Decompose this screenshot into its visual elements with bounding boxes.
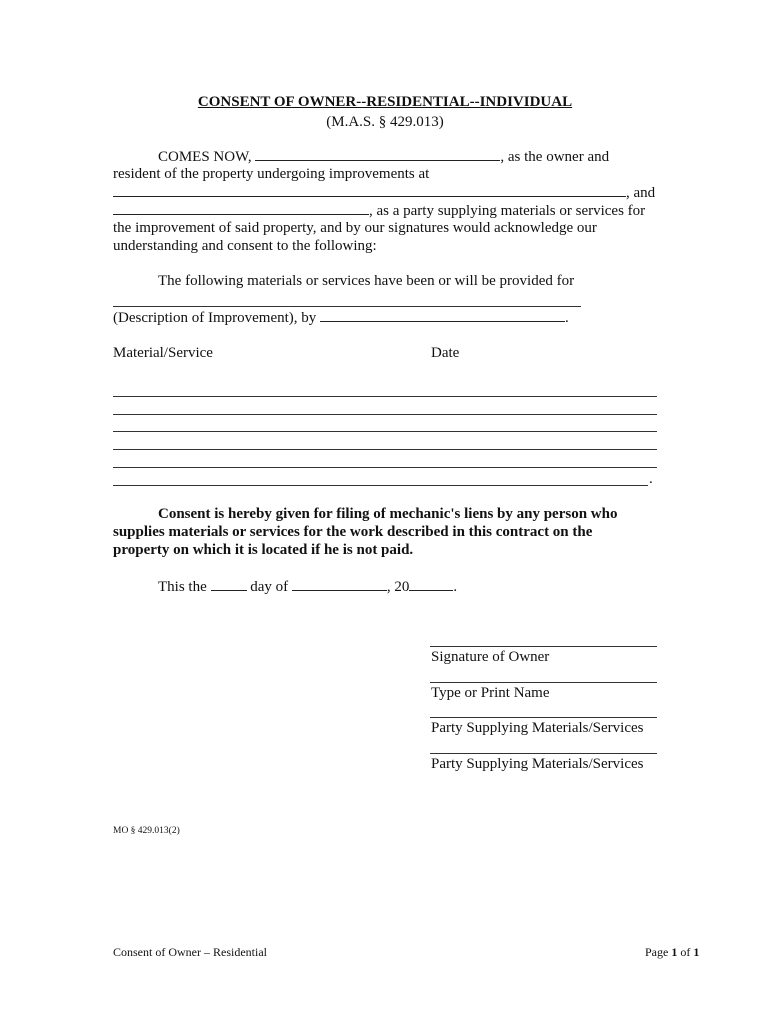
material-line-4[interactable] — [113, 449, 657, 450]
this-the-text: This the — [158, 579, 207, 595]
party-supplying-label-2: Party Supplying Materials/Services — [431, 756, 644, 772]
comes-now-line — [158, 148, 609, 166]
page-of: of — [677, 945, 694, 959]
document-title: CONSENT OF OWNER--RESIDENTIAL--INDIVIDUAL — [197, 94, 573, 110]
date-line — [158, 578, 457, 596]
page-total: 1 — [693, 945, 700, 959]
party-supplying-text: , as a party supplying materials or services for — [369, 203, 646, 219]
page-number — [645, 945, 699, 960]
improvement-line: the improvement of said property, and by our signatures would acknowledge our — [113, 220, 597, 236]
description-text: (Description of Improvement), by — [113, 310, 317, 326]
footer-title: Consent of Owner – Residential — [113, 945, 267, 959]
year-blank[interactable] — [409, 578, 453, 591]
provider-name-blank[interactable] — [320, 309, 565, 322]
resident-line: resident of the property undergoing improvements at — [113, 166, 430, 182]
page-current: 1 — [671, 945, 678, 959]
following-materials-line: The following materials or services have been or will be provided for — [158, 273, 575, 289]
description-line — [113, 309, 569, 327]
consent-line-2: supplies materials or services for the work described in this contract on the — [113, 524, 593, 540]
owner-name-blank[interactable] — [255, 148, 500, 161]
consent-line-1: Consent is hereby given for filing of mechanic's liens by any person who — [158, 506, 618, 522]
supplier-name-blank[interactable] — [113, 202, 369, 215]
understanding-line: understanding and consent to the following: — [113, 238, 377, 254]
party-supplying-line — [113, 202, 645, 220]
year-prefix-text: , 20 — [386, 579, 410, 595]
statute-reference: MO § 429.013(2) — [113, 826, 180, 836]
material-lines-period: . — [649, 471, 653, 487]
month-blank[interactable] — [292, 578, 387, 591]
and-text: , and — [626, 185, 656, 201]
property-address-line — [113, 184, 655, 202]
owner-signature-line[interactable] — [430, 646, 657, 647]
comes-now-text: COMES NOW, — [158, 149, 252, 165]
print-name-line[interactable] — [430, 682, 657, 683]
type-print-name-label: Type or Print Name — [431, 685, 550, 701]
material-line-2[interactable] — [113, 414, 657, 415]
day-of-text: day of — [250, 579, 289, 595]
date-header: Date — [431, 345, 460, 361]
improvement-description-blank[interactable] — [113, 306, 581, 307]
day-blank[interactable] — [211, 578, 247, 591]
material-line-5[interactable] — [113, 467, 657, 468]
supplier-signature-line-2[interactable] — [430, 753, 657, 754]
party-supplying-label-1: Party Supplying Materials/Services — [431, 720, 644, 736]
signature-owner-label: Signature of Owner — [431, 649, 550, 665]
as-owner-text: , as the owner and — [500, 149, 610, 165]
supplier-signature-line-1[interactable] — [430, 717, 657, 718]
material-service-header: Material/Service — [113, 345, 213, 361]
document-subtitle: (M.A.S. § 429.013) — [326, 114, 444, 130]
description-period: . — [565, 310, 569, 326]
property-address-blank[interactable] — [113, 184, 626, 197]
consent-line-3: property on which it is located if he is not paid. — [113, 542, 414, 558]
material-line-1[interactable] — [113, 396, 657, 397]
page-label: Page — [645, 945, 672, 959]
material-line-6[interactable] — [113, 485, 648, 486]
date-period: . — [453, 579, 458, 595]
material-line-3[interactable] — [113, 431, 657, 432]
